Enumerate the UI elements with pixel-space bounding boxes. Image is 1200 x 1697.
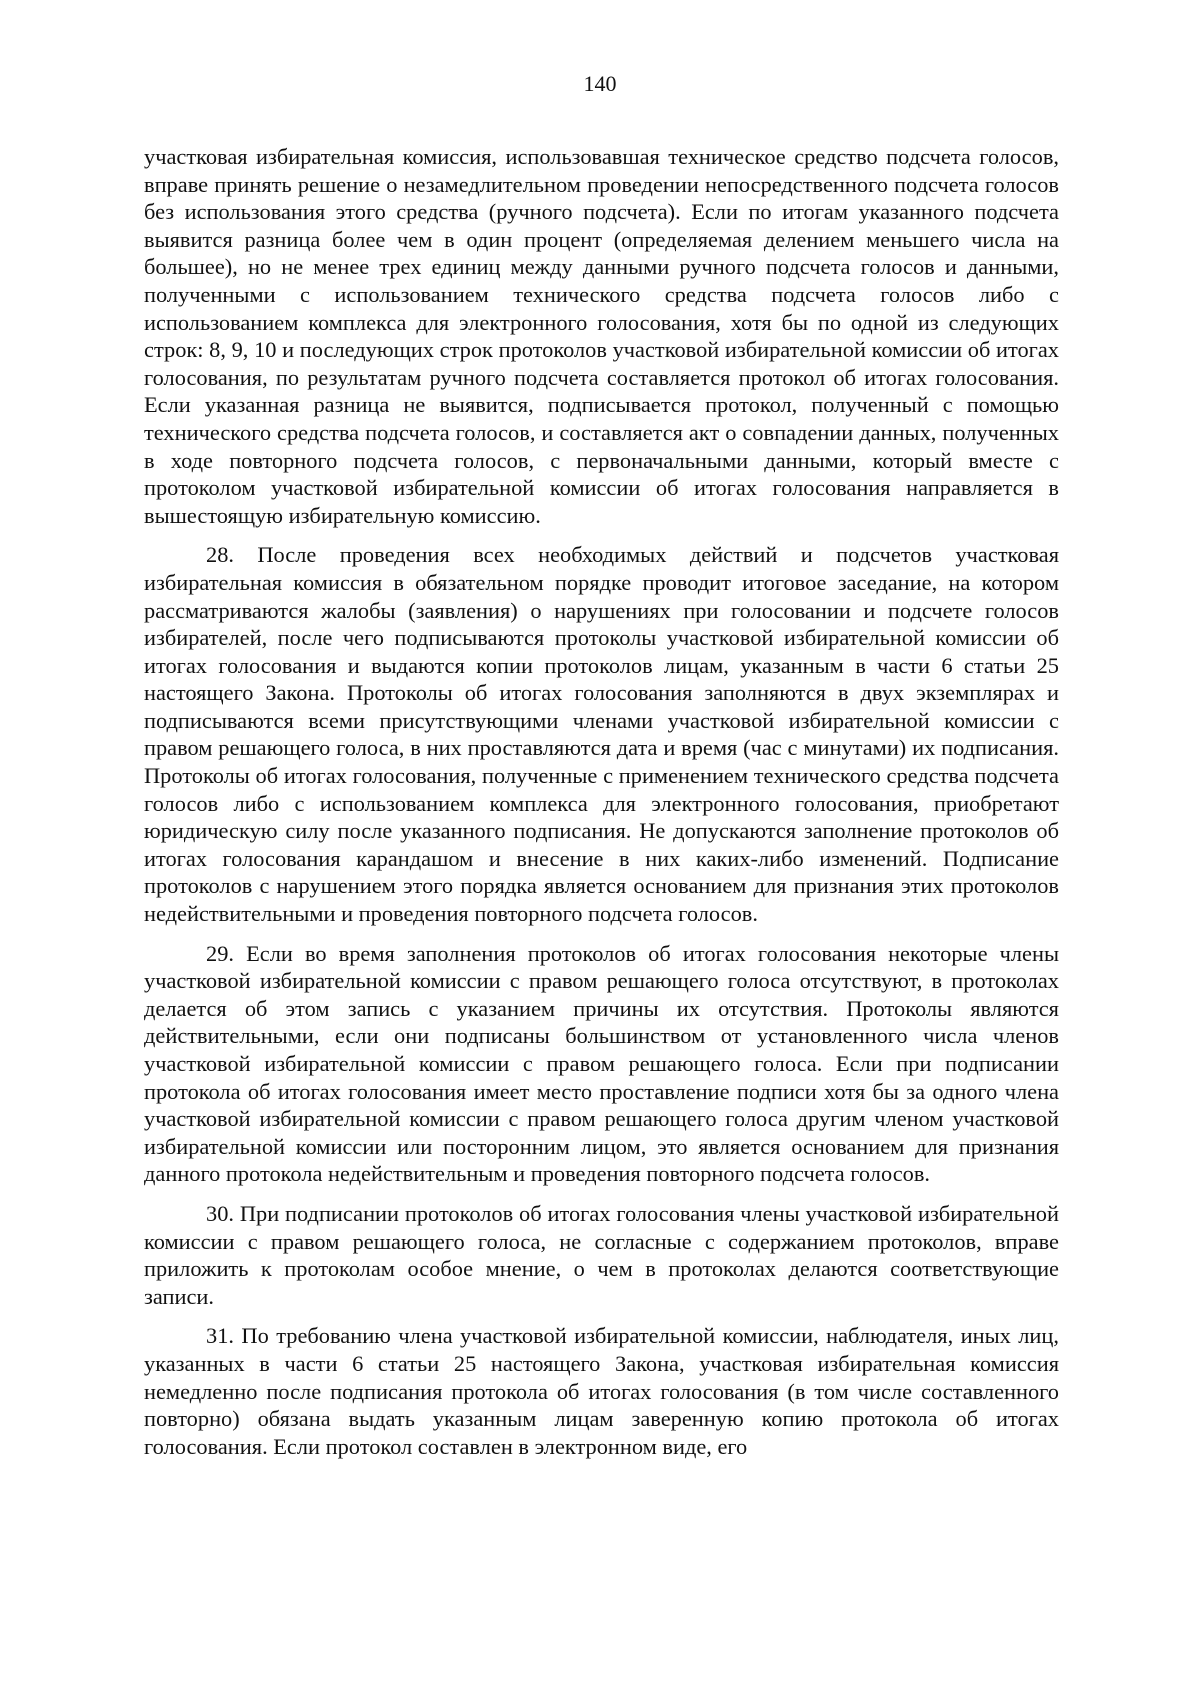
document-body xyxy=(144,143,1059,1472)
paragraph-28: 28. После проведения всех необходимых действий и подсчетов участковая избирательная комиссия в обязательном порядке проводит итоговое заседание, на котором рассматриваются жалобы (заявления) о нарушениях при голосовании и подсчете голосов избирателей, после чего подписываются протоколы участковой избирательной комиссии об итогах голосования и выдаются копии протоколов лицам, указанным в части 6 статьи 25 настоящего Закона. Протоколы об итогах голосования заполняются в двух экземплярах и подписываются всеми присутствующими членами участковой избирательной комиссии с правом решающего голоса, в них проставляются дата и время (час с минутами) их подписания. Протоколы об итогах голосования, полученные с применением технического средства подсчета голосов либо с использованием комплекса для электронного голосования, приобретают юридическую силу после указанного подписания. Не допускаются заполнение протоколов об итогах голосования карандашом и внесение в них каких-либо изменений. Подписание протоколов с нарушением этого порядка является основанием для признания этих протоколов недействительными и проведения повторного подсчета голосов. xyxy=(144,542,1059,927)
page-number: 140 xyxy=(583,71,617,96)
paragraph-31: 31. По требованию члена участковой избирательной комиссии, наблюдателя, иных лиц, указанных в части 6 статьи 25 настоящего Закона, участковая избирательная комиссия немедленно после подписания протокола об итогах голосования (в том числе составленного повторно) обязана выдать указанным лицам заверенную копию протокола об итогах голосования. Если протокол составлен в электронном виде, его xyxy=(144,1323,1059,1459)
paragraph-29: 29. Если во время заполнения протоколов об итогах голосования некоторые члены участковой избирательной комиссии с правом решающего голоса отсутствуют, в протоколах делается об этом запись с указанием причины их отсутствия. Протоколы являются действительными, если они подписаны большинством от установленного числа членов участковой избирательной комиссии с правом решающего голоса. Если при подписании протокола об итогах голосования имеет место проставление подписи хотя бы за одного члена участковой избирательной комиссии с правом решающего голоса другим членом участковой избирательной комиссии или посторонним лицом, это является основанием для признания данного протокола недействительным и проведения повторного подсчета голосов. xyxy=(144,940,1059,1187)
paragraph-continuation: участковая избирательная комиссия, использовавшая техническое средство подсчета голосов, вправе принять решение о незамедлительном проведении непосредственного подсчета голосов без использования этого средства (ручного подсчета). Если по итогам указанного подсчета выявится разница более чем в один процент (определяемая делением меньшего числа на большее), но не менее трех единиц между данными ручного подсчета голосов и данными, полученными с использованием технического средства подсчета голосов либо с использованием комплекса для электронного голосования, хотя бы по одной из следующих строк: 8, 9, 10 и последующих строк протоколов участковой избирательной комиссии об итогах голосования, по результатам ручного подсчета составляется протокол об итогах голосования. Если указанная разница не выявится, подписывается протокол, полученный с помощью технического средства подсчета голосов, и составляется акт о совпадении данных, полученных в ходе повторного подсчета голосов, с первоначальными данными, который вместе с протоколом участковой избирательной комиссии об итогах голосования направляется в вышестоящую избирательную комиссию. xyxy=(144,144,1059,528)
paragraph-30: 30. При подписании протоколов об итогах голосования члены участковой избирательной комиссии с правом решающего голоса, не согласные с содержанием протоколов, вправе приложить к протоколам особое мнение, о чем в протоколах делаются соответствующие записи. xyxy=(144,1200,1059,1309)
